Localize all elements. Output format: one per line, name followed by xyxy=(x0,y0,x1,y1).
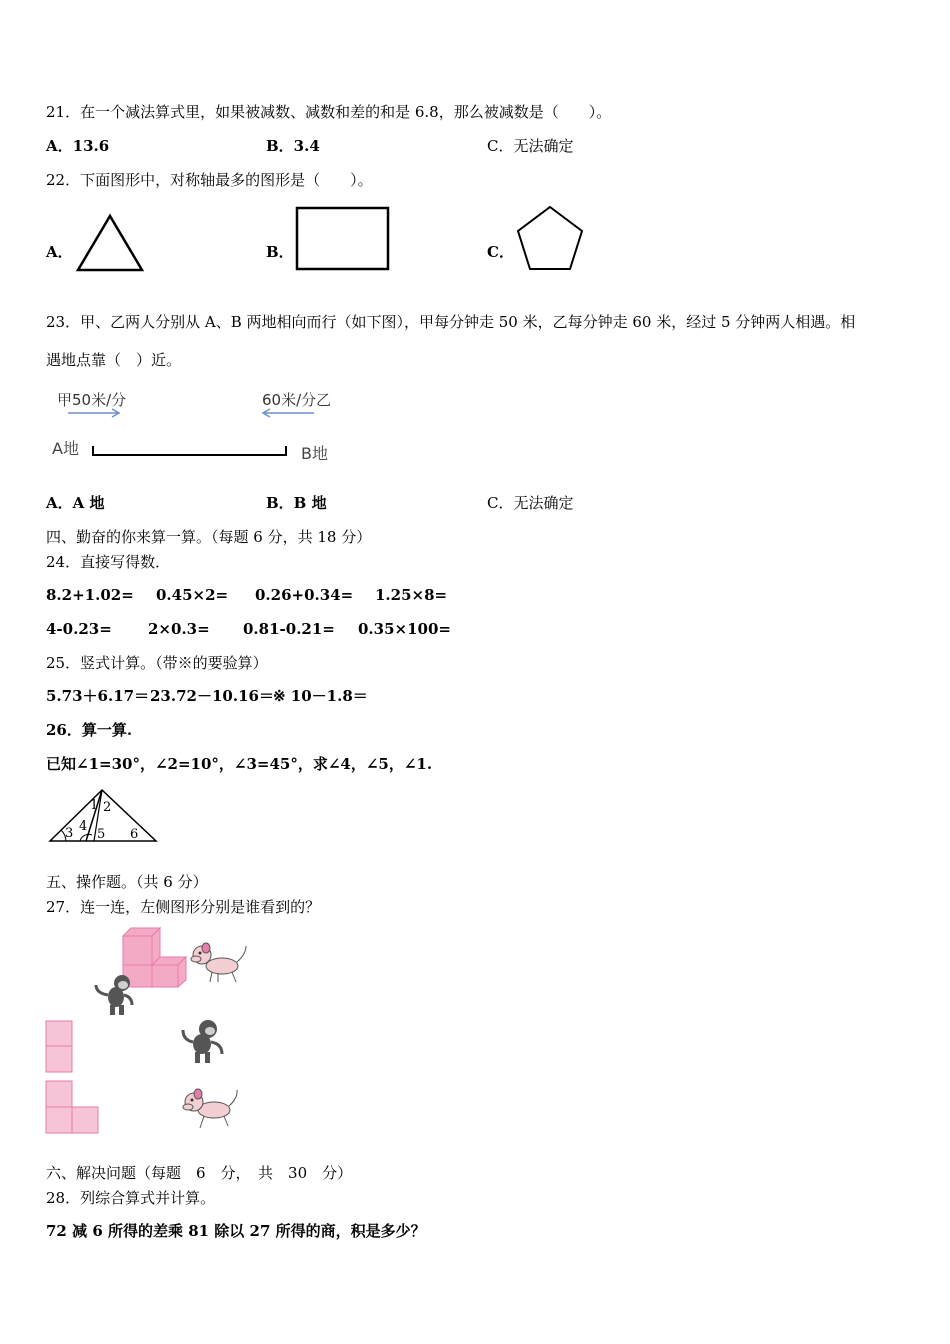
point-a-label: A地 xyxy=(52,439,79,458)
q24-item: 0.35×100= xyxy=(358,620,451,638)
dog-icon xyxy=(188,940,250,984)
q24-item: 4-0.23= xyxy=(46,620,112,638)
angle-label: 6 xyxy=(130,827,139,842)
q28-stem: 28．列综合算式并计算。 xyxy=(46,1189,216,1207)
q23-stem-line2: 遇地点靠（ ）近。 xyxy=(46,351,182,369)
q24-item: 0.45×2= xyxy=(156,586,229,604)
q25-item: 23.72－10.16＝ xyxy=(150,687,274,705)
route-segment xyxy=(90,444,290,460)
view-shape-l[interactable] xyxy=(45,1080,101,1136)
monkey-icon[interactable] xyxy=(180,1018,228,1064)
angle-label: 4 xyxy=(79,819,88,834)
rectangle-shape xyxy=(294,205,392,273)
section4-title: 四、勤奋的你来算一算。（每题 6 分，共 18 分） xyxy=(46,528,372,546)
angle-triangle-figure xyxy=(46,785,161,847)
q21-stem: 21．在一个减法算式里，如果被减数、减数和差的和是 6.8，那么被减数是（ ）。 xyxy=(46,103,612,121)
section6-title: 六、解决问题（每题 6 分， 共 30 分） xyxy=(46,1164,353,1182)
q22-stem: 22．下面图形中，对称轴最多的图形是（ ）。 xyxy=(46,171,373,189)
left-arrow-icon xyxy=(258,406,318,420)
q26-given: 已知∠1=30°，∠2=10°，∠3=45°，求∠4，∠5，∠1. xyxy=(46,755,433,773)
angle-label: 2 xyxy=(103,800,112,815)
pentagon-shape xyxy=(514,203,586,273)
q24-item: 1.25×8= xyxy=(375,586,448,604)
angle-label: 1 xyxy=(90,798,99,813)
q21-option-c[interactable]: C．无法确定 xyxy=(487,137,574,155)
q25-item: ※ 10－1.8＝ xyxy=(273,687,368,705)
point-b-label: B地 xyxy=(301,444,328,463)
jia-speed-label: 甲50米/分 xyxy=(57,391,127,409)
q27-stem: 27．连一连，左侧图形分别是谁看到的？ xyxy=(46,898,321,916)
q23-option-a[interactable]: A．A 地 xyxy=(46,494,105,512)
q28-question: 72 减 6 所得的差乘 81 除以 27 所得的商，积是多少？ xyxy=(46,1222,426,1240)
q22-label-a[interactable]: A． xyxy=(46,243,73,261)
dog-icon[interactable] xyxy=(180,1086,242,1132)
angle-label: 3 xyxy=(65,826,74,841)
q23-option-b[interactable]: B．B 地 xyxy=(266,494,327,512)
view-shape-vertical[interactable] xyxy=(45,1020,75,1074)
q24-item: 8.2+1.02= xyxy=(46,586,134,604)
triangle-shape xyxy=(74,212,146,274)
q21-option-a[interactable]: A．13.6 xyxy=(46,137,110,155)
q25-stem: 25．竖式计算。（带※的要验算） xyxy=(46,654,268,672)
angle-label: 5 xyxy=(97,827,106,842)
q22-label-c[interactable]: C． xyxy=(487,243,514,261)
q23-option-c[interactable]: C．无法确定 xyxy=(487,494,574,512)
yi-speed-label: 60米/分乙 xyxy=(262,391,332,409)
section5-title: 五、操作题。（共 6 分） xyxy=(46,873,208,891)
q24-item: 0.26+0.34= xyxy=(255,586,354,604)
right-arrow-icon xyxy=(66,406,126,420)
q24-item: 2×0.3= xyxy=(148,620,210,638)
q25-item: 5.73＋6.17＝ xyxy=(46,687,150,705)
q21-option-b[interactable]: B．3.4 xyxy=(266,137,320,155)
q24-item: 0.81-0.21= xyxy=(243,620,335,638)
q26-stem: 26．算一算. xyxy=(46,721,133,739)
monkey-icon xyxy=(92,973,136,1017)
q23-stem-line1: 23．甲、乙两人分别从 A、B 两地相向而行（如下图），甲每分钟走 50 米，乙每分钟走 60 米，经过 5 分钟两人相遇。相 xyxy=(46,313,856,331)
q22-label-b[interactable]: B． xyxy=(266,243,294,261)
q24-stem: 24．直接写得数． xyxy=(46,553,171,571)
